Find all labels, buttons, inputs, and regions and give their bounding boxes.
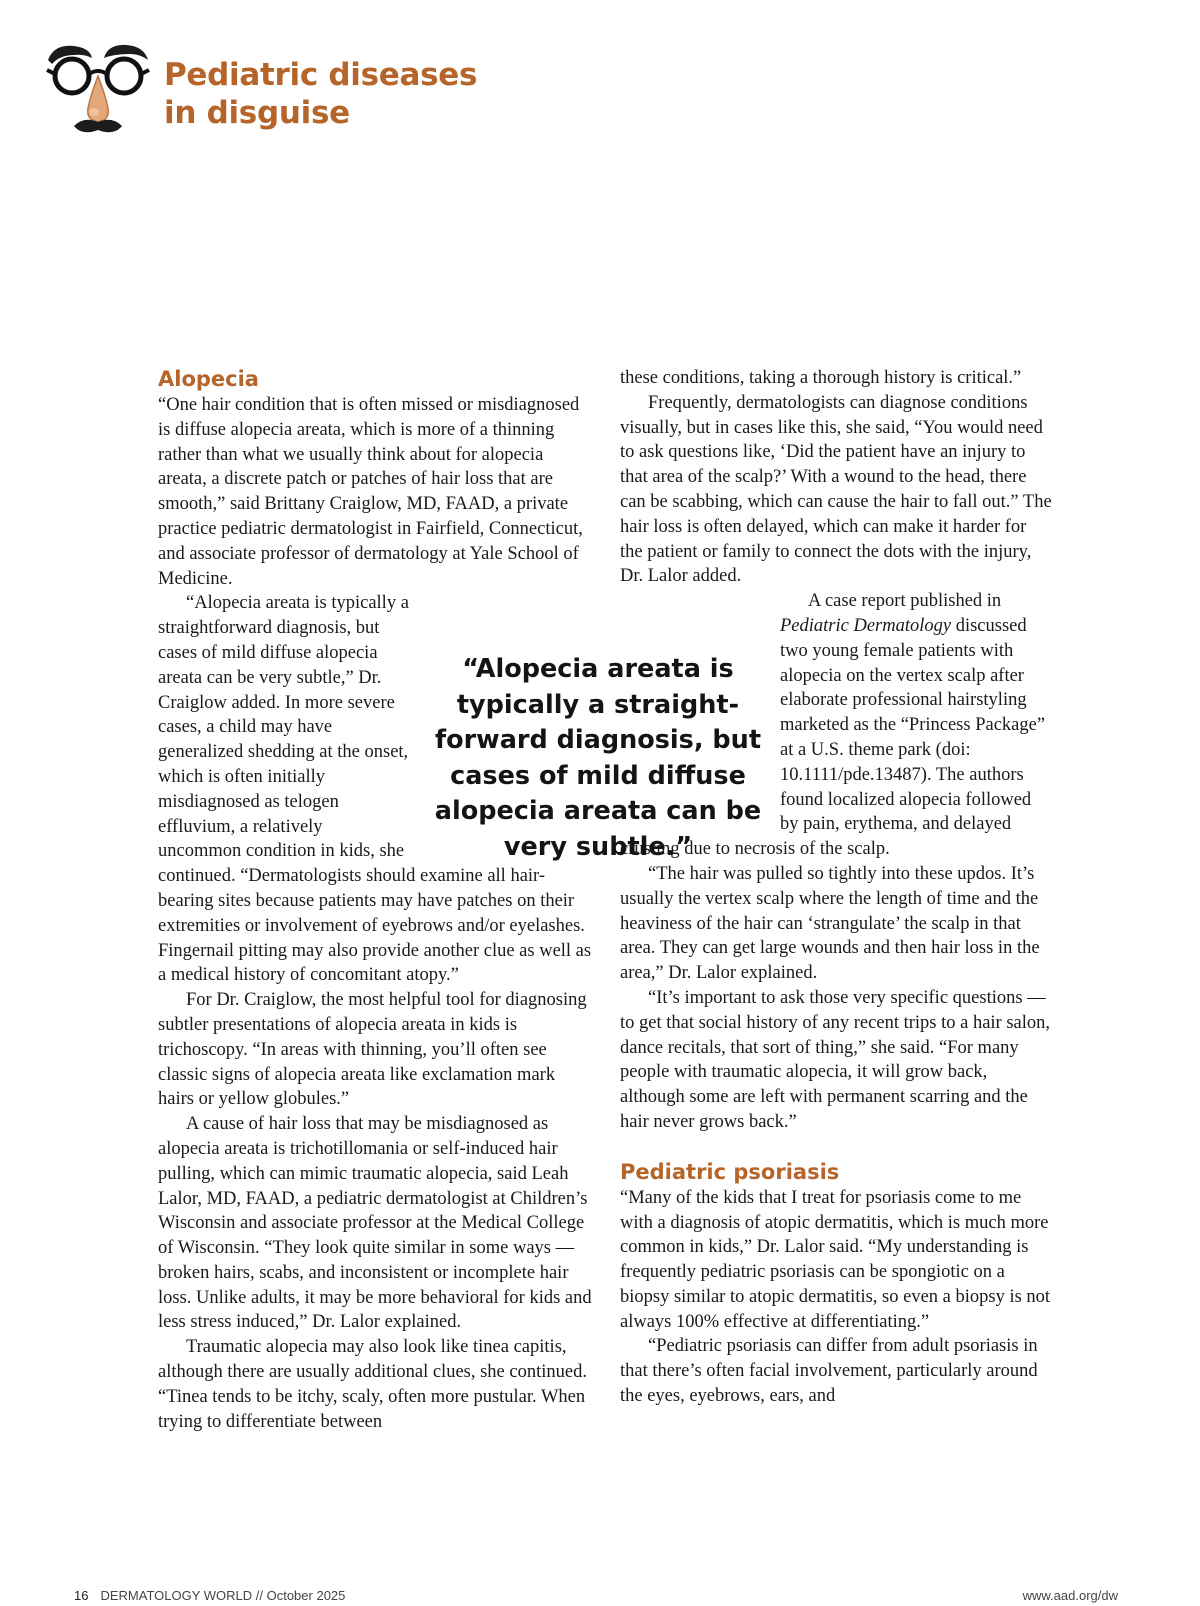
footer-url: www.aad.org/dw (1022, 1588, 1118, 1603)
paragraph-text: discussed two young female patients with alopecia on the vertex scalp after elaborate professional hairstyling marketed as the “Princess Package” at a U.S. theme park (doi: 10.1111/pde.13487). The authors found localized alopecia followed by pain, erythema, and delayed crusting due to necrosis of the scalp. (620, 615, 1046, 860)
groucho-glasses-disguise-icon (44, 38, 152, 138)
page-number: 16 (74, 1588, 89, 1603)
section-heading-alopecia: Alopecia (158, 367, 259, 391)
paragraph: Frequently, dermatologists can diagnose conditions visually, but in cases like this, she said, “You would need to ask questions like, ‘Did the patient have an injury to that area of the scalp?’ With a wound to the head, there can be scabbing, which can cause the hair to fall out.” The hair loss is often delayed, which can make it harder for the patient or family to connect the dots with the injury, Dr. Lalor added. (620, 392, 1052, 587)
paragraph: “One hair condition that is often missed or misdiagnosed is diffuse alopecia areata, which is more of a thinning rather than what we usually think about for alopecia areata, a discrete patch or patches of hair loss that are smooth,” said Brittany Craiglow, MD, FAAD, a private practice pediatric dermatologist in Fairfield, Connecticut, and associate professor of dermatology at Yale School of Medicine. (158, 395, 583, 589)
paragraph: these conditions, taking a thorough history is critical.” (620, 368, 1022, 388)
section-spacer (620, 1135, 1052, 1159)
page-title-line-2: in disguise (164, 95, 350, 131)
pull-quote: “Alopecia areata is typically a straight-forward diagnosis, but cases of mild diffuse alopecia areata can be very subtle.” (434, 654, 762, 862)
page-title-line-1: Pediatric diseases (164, 57, 478, 93)
paragraph: For Dr. Craiglow, the most helpful tool for diagnosing subtler presentations of alopecia areata in kids is trichoscopy. “In areas with thinning, you’ll often see classic signs of alopecia areata like exclamation mark hairs or yellow globules.” (158, 990, 587, 1110)
footer-left (74, 1588, 345, 1603)
journal-title: Pediatric Dermatology (780, 615, 952, 636)
paragraph: “It’s important to ask those very specific questions — to get that social history of any recent trips to a hair salon, dance recitals, that sort of thing,” she said. “For many people with traumatic alopecia, it will grow back, although some are left with permanent scarring and the hair never grows back.” (620, 987, 1051, 1132)
paragraph: “The hair was pulled so tightly into these updos. It’s usually the vertex scalp where the length of time and the heaviness of the hair can ‘strangulate’ the scalp in that area. They can get large wounds and then hair loss in the area,” Dr. Lalor explained. (620, 863, 1040, 984)
left-column (158, 366, 592, 1434)
right-column (620, 366, 1052, 1409)
paragraph: Traumatic alopecia may also look like tinea capitis, although there are usually additional clues, she continued. “Tinea tends to be itchy, scaly, often more pustular. When trying to differentiate between (158, 1337, 587, 1432)
paragraph: “Alopecia areata is typically a straightforward diagnosis, but cases of mild diffuse alopecia areata can be very subtle,” Dr. Craiglow added. In more severe cases, a child may have generalized shedding at the onset, which is often initially misdiagnosed as telogen effluvium, a relatively uncommon condition in kids, she continued. “Dermatologists should examine all hair-bearing sites because patients may have patches on their extremities or involvement of eyebrows and/or eyelashes. Fingernail pitting may also provide another clue as well as a medical history of concomitant atopy.” (158, 593, 592, 986)
section-heading-psoriasis: Pediatric psoriasis (620, 1159, 840, 1184)
page-title (164, 56, 477, 132)
paragraph: “Pediatric psoriasis can differ from adult psoriasis in that there’s often facial involvement, particularly around the eyes, eyebrows, ears, and (620, 1336, 1038, 1407)
paragraph: “Many of the kids that I treat for psoriasis come to me with a diagnosis of atopic dermatitis, which is much more common in kids,” Dr. Lalor said. “My understanding is frequently pediatric psoriasis can be spongiotic on a biopsy similar to atopic dermatitis, so even a biopsy is not always 100% effective at differentiating.” (620, 1187, 1051, 1332)
paragraph-text: A case report published in (808, 591, 1002, 612)
paragraph: A cause of hair loss that may be misdiagnosed as alopecia areata is trichotillomania or self-induced hair pulling, which can mimic traumatic alopecia, said Leah Lalor, MD, FAAD, a pediatric dermatologist at Children’s Wisconsin and associate professor at the Medical College of Wisconsin. “They look quite similar in some ways — broken hairs, scabs, and inconsistent or incomplete hair loss. Unlike adults, it may be more behavioral for kids and less stress induced,” Dr. Lalor explained. (158, 1114, 592, 1333)
publication-name: DERMATOLOGY WORLD // October 2025 (100, 1588, 346, 1603)
